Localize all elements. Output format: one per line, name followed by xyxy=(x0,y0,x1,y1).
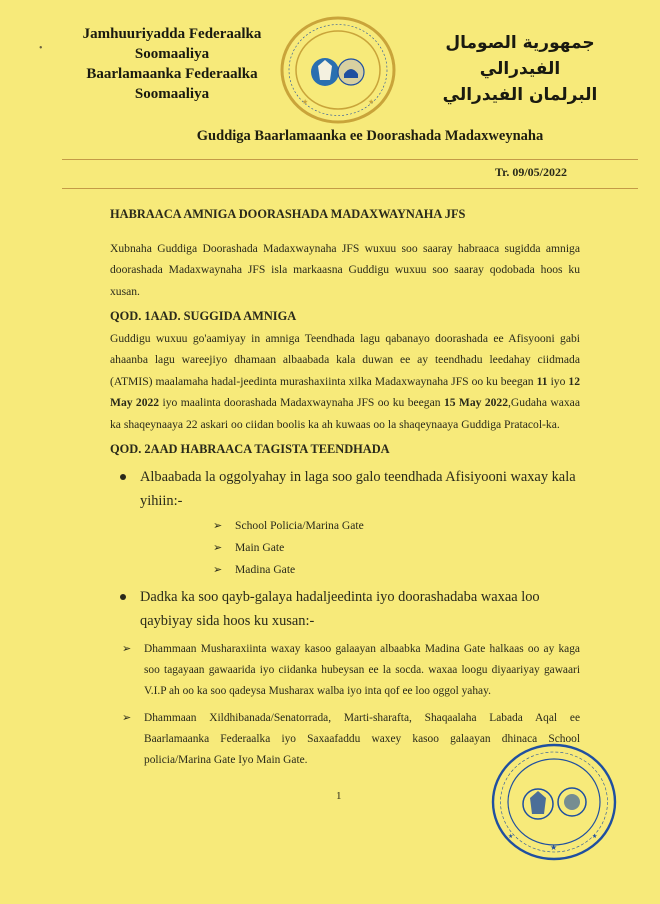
arrow-bullet-icon: ➢ xyxy=(213,563,223,576)
gate-label: Main Gate xyxy=(235,540,285,554)
section2-heading: QOD. 2AAD HABRAACA TAGISTA TEENDHADA xyxy=(110,442,390,456)
arrow-paragraph-text: Dhammaan Xildhibanada/Senatorrada, Marti-sharafta, Shaqaalaha Labada Aqal ee Baarlamaanka Federaalka iyo Saxaafaddu waxey kasoo galaayan dhinaca School policia/Marina Gate Iyo Main Gate. xyxy=(144,711,580,766)
arrow-bullet-icon: ➢ xyxy=(213,519,223,532)
header-divider xyxy=(62,159,638,160)
bullet-dot-icon xyxy=(120,474,126,480)
paper-speck: • xyxy=(39,43,43,54)
bullet-dot-icon xyxy=(120,594,126,600)
header-left-line: Soomaaliya xyxy=(134,46,210,62)
s1-text-b: iyo xyxy=(550,374,566,388)
header-right-line: جمهورية الصومال الفيدرالي xyxy=(445,33,595,79)
committee-title: Guddiga Baarlamaanka ee Doorashada Madaxweynaha xyxy=(196,128,544,144)
bullet-text: Dadka ka soo qayb-galaya hadaljeedinta iyo doorashadaba waxaa loo qaybiyay sida hoos ku xusan:- xyxy=(140,588,540,629)
s1-text-c: iyo maalinta doorashada Madaxwaynaha JFS oo ku beegan xyxy=(162,396,441,409)
arrow-paragraph xyxy=(110,639,580,702)
header-left-line: Baarlamaanka Federaalka xyxy=(86,66,258,82)
header-left-line: Jamhuuriyadda Federaalka xyxy=(82,26,262,42)
s1-bold-c: 15 May 2022 xyxy=(443,396,509,409)
gate-item xyxy=(110,559,580,581)
bullet-text: Albaabada la oggolyahay in laga soo galo teendhada Afisiyooni waxay kala yihiin:- xyxy=(140,468,576,509)
gate-label: Madina Gate xyxy=(235,562,296,576)
section1-paragraph xyxy=(110,328,580,436)
bullet-item xyxy=(110,465,580,513)
gate-item xyxy=(110,515,580,537)
s1-bold-a: 11 xyxy=(536,374,548,388)
s1-text-a: Guddigu wuxuu go'aamiyay in amniga Teendhada lagu qabanayo doorashada ee Afisyooni gabi ahaanba lagu wareejiyo dhamaan albaabada kala duwan ee ay teendhadu leedahay ciidmada (ATMIS) maalamaha hadal-jeedinta murashaxiinta xilka Madaxwaynaha JFS oo ku beegan xyxy=(110,331,580,388)
header-somali-title xyxy=(72,24,272,104)
header-left-line: Soomaaliya xyxy=(134,86,210,102)
document-date: Tr. 09/05/2022 xyxy=(494,165,567,179)
arrow-paragraph-text: Dhammaan Musharaxiinta waxay kasoo galaayan albaabka Madina Gate halkaas oo ay kaga soo tagayaan gawaarida iyo ciidanka hubeysan ee la socda. waxaa loogu diyaariyay gawaari V.I.P ah oo ka soo qadeysa Musharax walba iyo inta qof ee loo oggol yahay. xyxy=(144,642,580,697)
arrow-bullet-icon: ➢ xyxy=(213,541,223,554)
s1-bold-b: 12 May 2022 xyxy=(110,374,580,409)
page-number: 1 xyxy=(336,790,342,802)
arrow-bullet-icon: ➢ xyxy=(122,642,132,655)
header-arabic-title xyxy=(420,30,620,108)
svg-text:★: ★ xyxy=(368,98,375,106)
header-right-line: البرلمان الفيدرالي xyxy=(442,85,598,105)
date-divider xyxy=(62,188,638,189)
arrow-bullet-icon: ➢ xyxy=(122,711,132,724)
section1-heading: QOD. 1AAD. SUGGIDA AMNIGA xyxy=(110,309,297,323)
document-title: HABRAACA AMNIGA DOORASHADA MADAXWAYNAHA JFS xyxy=(110,207,466,221)
svg-text:★: ★ xyxy=(550,843,558,852)
gate-label: School Policia/Marina Gate xyxy=(235,518,364,532)
svg-text:★: ★ xyxy=(302,98,309,106)
svg-text:★: ★ xyxy=(592,834,598,840)
bullet-item xyxy=(110,585,580,633)
parliament-seal-logo xyxy=(278,14,398,126)
intro-paragraph: Xubnaha Guddiga Doorashada Madaxwaynaha JFS wuxuu soo saaray habraaca sugidda amniga doorashada Madaxwaynaha JFS isla markaasna Guddigu wuxuu soo saaray qodobada hoos ku xusan. xyxy=(110,241,580,298)
svg-text:★: ★ xyxy=(508,834,514,840)
gate-item xyxy=(110,537,580,559)
s1-text-d: ,Gudaha waxaa ka shaqeynaaya 22 askari oo ciidan boolis ka ah kuwaas oo la shaqeynaaya Guddiga Pratacol-ka. xyxy=(110,396,580,431)
parliament-stamp xyxy=(490,742,618,862)
document-body xyxy=(110,204,580,773)
